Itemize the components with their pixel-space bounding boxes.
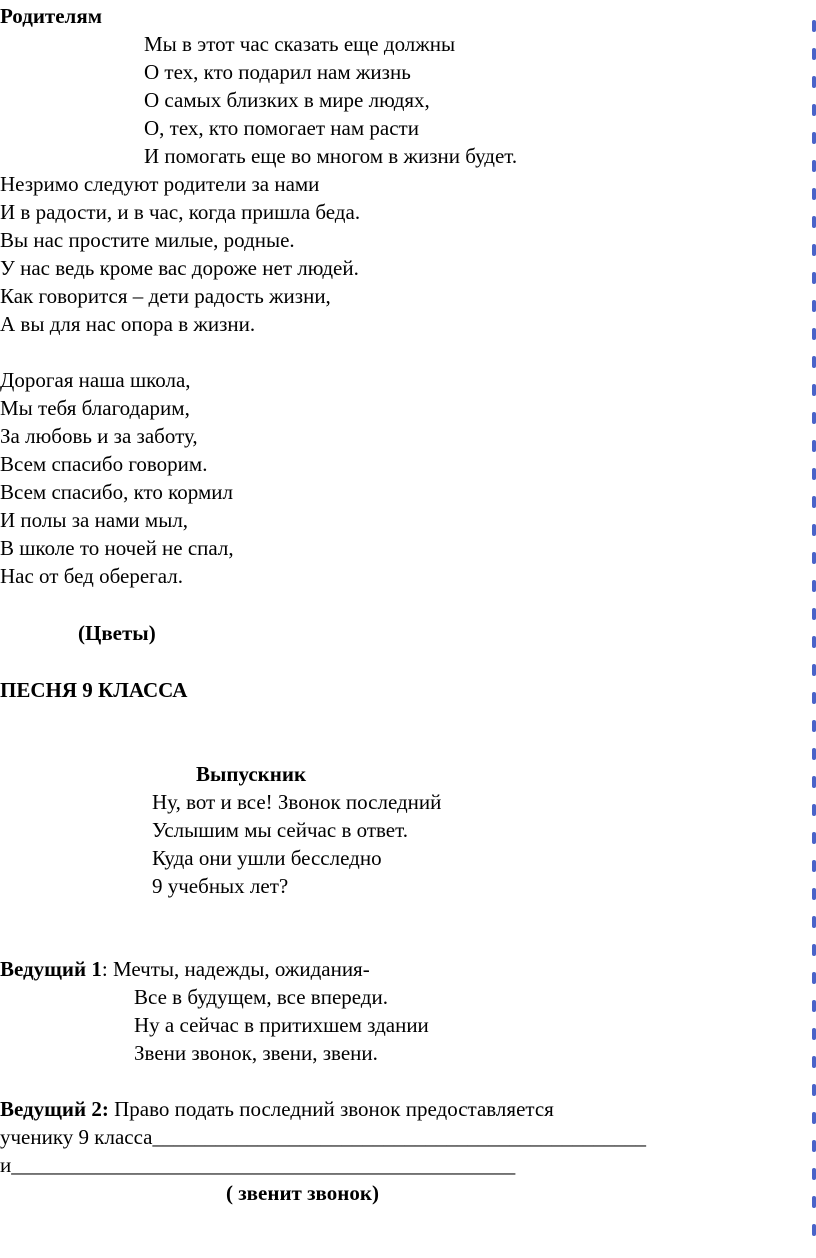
- border-dot-icon: [812, 552, 816, 564]
- stanza3-line: И полы за нами мыл,: [0, 508, 189, 532]
- border-dot-icon: [812, 216, 816, 228]
- border-dot-icon: [812, 944, 816, 956]
- bell-note: ( звенит звонок): [226, 1181, 379, 1205]
- host1-line: Все в будущем, все впереди.: [134, 985, 388, 1009]
- host1-line: Звени звонок, звени, звени.: [134, 1041, 378, 1065]
- border-dot-icon: [812, 48, 816, 60]
- border-dot-icon: [812, 972, 816, 984]
- border-dot-icon: [812, 104, 816, 116]
- border-dot-icon: [812, 328, 816, 340]
- border-dot-icon: [812, 188, 816, 200]
- border-dot-icon: [812, 1168, 816, 1180]
- stanza2-line: А вы для нас опора в жизни.: [0, 312, 256, 336]
- border-dot-icon: [812, 1112, 816, 1124]
- border-dot-icon: [812, 160, 816, 172]
- border-dot-icon: [812, 832, 816, 844]
- stanza3-line: Мы тебя благодарим,: [0, 396, 190, 420]
- stanza2-line: Незримо следуют родители за нами: [0, 172, 320, 196]
- host2-first-line: [0, 1095, 554, 1123]
- border-dot-icon: [812, 412, 816, 424]
- border-dot-icon: [812, 356, 816, 368]
- border-dot-icon: [812, 720, 816, 732]
- border-dot-icon: [812, 888, 816, 900]
- song-heading: ПЕСНЯ 9 КЛАССА: [0, 678, 188, 702]
- host1-line: Ну а сейчас в притихшем здании: [134, 1013, 429, 1037]
- graduate-line: Куда они ушли бесследно: [152, 846, 382, 870]
- border-dot-icon: [812, 1028, 816, 1040]
- border-dot-icon: [812, 496, 816, 508]
- graduate-line: Услышим мы сейчас в ответ.: [152, 818, 408, 842]
- border-dot-icon: [812, 272, 816, 284]
- border-dot-icon: [812, 608, 816, 620]
- border-dot-icon: [812, 1056, 816, 1068]
- border-dot-icon: [812, 664, 816, 676]
- border-dot-icon: [812, 244, 816, 256]
- border-dot-icon: [812, 804, 816, 816]
- border-dot-icon: [812, 1224, 816, 1236]
- border-dot-icon: [812, 1140, 816, 1152]
- host2-text: Право подать последний звонок предоставляется: [108, 1097, 554, 1121]
- flowers-note: (Цветы): [78, 621, 156, 645]
- stanza3-line: В школе то ночей не спал,: [0, 536, 234, 560]
- page-border-decoration: [810, 0, 816, 1258]
- heading-parents: Родителям: [0, 4, 103, 28]
- host1-label: Ведущий 1: [0, 957, 102, 981]
- graduate-line: Ну, вот и все! Звонок последний: [152, 790, 442, 814]
- border-dot-icon: [812, 20, 816, 32]
- border-dot-icon: [812, 76, 816, 88]
- stanza1-line: Мы в этот час сказать еще должны: [144, 32, 456, 56]
- border-dot-icon: [812, 384, 816, 396]
- border-dot-icon: [812, 748, 816, 760]
- border-dot-icon: [812, 860, 816, 872]
- border-dot-icon: [812, 468, 816, 480]
- stanza3-line: Нас от бед оберегал.: [0, 564, 183, 588]
- stanza3-line: Всем спасибо говорим.: [0, 452, 208, 476]
- graduate-heading: Выпускник: [196, 762, 307, 786]
- border-dot-icon: [812, 300, 816, 312]
- stanza2-line: И в радости, и в час, когда пришла беда.: [0, 200, 361, 224]
- border-dot-icon: [812, 1196, 816, 1208]
- border-dot-icon: [812, 636, 816, 648]
- border-dot-icon: [812, 580, 816, 592]
- host1-first-line: [0, 955, 370, 983]
- border-dot-icon: [812, 776, 816, 788]
- stanza2-line: Вы нас простите милые, родные.: [0, 228, 295, 252]
- stanza3-line: Всем спасибо, кто кормил: [0, 480, 233, 504]
- stanza1-line: О самых близких в мире людях,: [144, 88, 430, 112]
- border-dot-icon: [812, 1084, 816, 1096]
- border-dot-icon: [812, 440, 816, 452]
- stanza1-line: О тех, кто подарил нам жизнь: [144, 60, 411, 84]
- stanza2-line: У нас ведь кроме вас дороже нет людей.: [0, 256, 359, 280]
- border-dot-icon: [812, 916, 816, 928]
- host2-label: Ведущий 2:: [0, 1097, 109, 1121]
- host2-blank-line: ученику 9 класса_______________________________________________: [0, 1125, 646, 1149]
- host2-blank-line: и________________________________________________: [0, 1153, 516, 1177]
- border-dot-icon: [812, 132, 816, 144]
- stanza1-line: И помогать еще во многом в жизни будет.: [144, 144, 518, 168]
- stanza3-line: Дорогая наша школа,: [0, 368, 191, 392]
- border-dot-icon: [812, 524, 816, 536]
- stanza3-line: За любовь и за заботу,: [0, 424, 198, 448]
- border-dot-icon: [812, 692, 816, 704]
- host1-text: : Мечты, надежды, ожидания-: [101, 957, 370, 981]
- stanza1-line: О, тех, кто помогает нам расти: [144, 116, 419, 140]
- stanza2-line: Как говорится – дети радость жизни,: [0, 284, 331, 308]
- border-dot-icon: [812, 1000, 816, 1012]
- graduate-line: 9 учебных лет?: [152, 874, 289, 898]
